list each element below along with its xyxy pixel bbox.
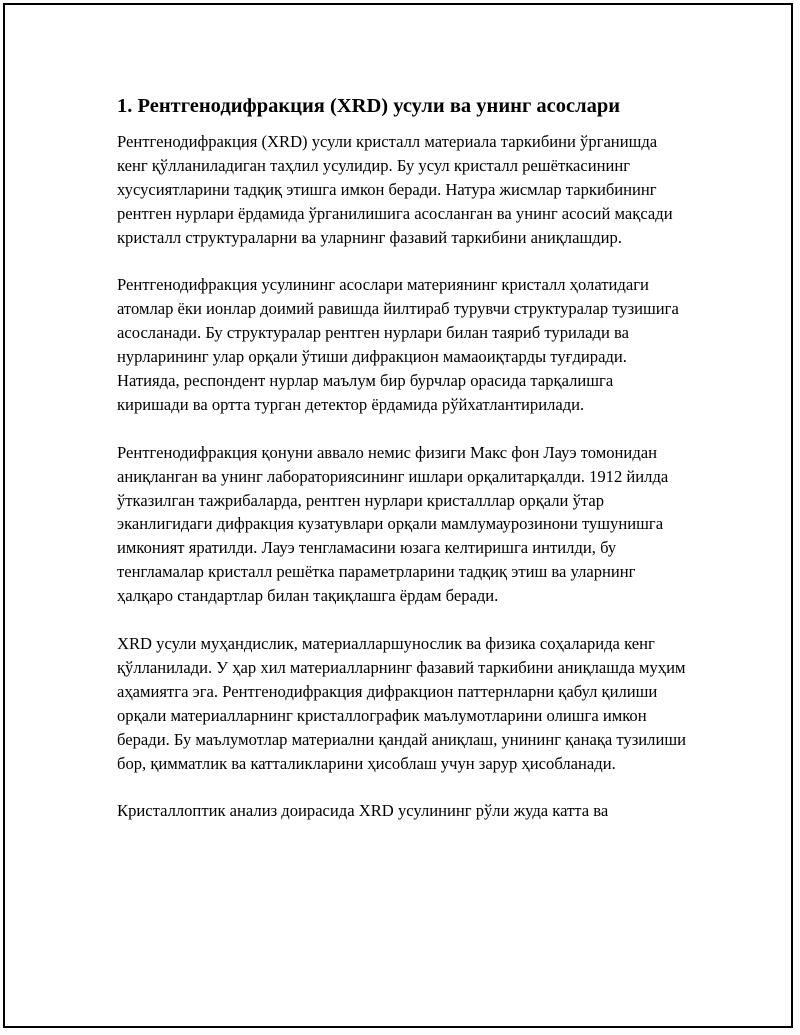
document-body bbox=[117, 92, 687, 823]
paragraph-2: Рентгенодифракция усулининг асослари материянинг кристалл ҳолатидаги атомлар ёки ионлар доимий равишда йилтираб турувчи структуралар тузишига асосланади. Бу структуралар рентген нурлари билан таяриб турилади ва нурларининг улар орқали ўтиши дифракцион мамаоиқтарды туғдиради. Натияда, респондент нурлар маълум бир бурчлар орасида тарқалишга киришади ва ортта турган детектор ёрдамида рўйхатлантирилади. bbox=[117, 275, 679, 414]
section-heading: 1. Рентгенодифракция (XRD) усули ва унинг асослари bbox=[117, 95, 621, 117]
paragraph-1: Рентгенодифракция (XRD) усули кристалл материала таркибини ўрганишда кенг қўлланиладиган таҳлил усулидир. Бу усул кристалл решёткасининг хусусиятларини тадқиқ этишга имкон беради. Натура жисмлар таркибининг рентген нурлари ёрдамида ўрганилишига асосланган ва унинг асосий мақсади кристалл структураларни ва уларнинг фазавий таркибини аниқлашдир. bbox=[117, 132, 673, 247]
paragraph-4: XRD усули муҳандислик, материалларшунослик ва физика соҳаларида кенг қўлланилади. У ҳар хил материалларнинг фазавий таркибини аниқлашда муҳим аҳамиятга эга. Рентгенодифракция дифракцион паттернларни қабул қилиши орқали материалларнинг кристаллографик маълумотларини олишга имкон беради. Бу маълумотлар материални қандай аниқлаш, унининг қанақа тузилиши бор, қимматлик ва катталикларини ҳисоблаш учун зарур ҳисобланади. bbox=[117, 633, 686, 773]
paragraph-3: Рентгенодифракция қонуни аввало немис физиги Макс фон Лауэ томонидан аниқланган ва унинг лабораториясининг ишлари орқалитарқалди. 1912 йилда ўтказилган тажрибаларда, рентген нурлари кристалллар орқали ўтар эканлигидаги дифракция кузатувлари орқали мамлумаурозинони тушунишга имконият яратилди. Лауэ тенгламасини юзага келтиришга интилди, бу тенгламалар кристалл решётка параметрларини тадқиқ этиш ва уларнинг ҳалқаро стандартлар билан тақиқлашга ёрдам беради. bbox=[117, 442, 669, 606]
paragraph-5: Кристаллоптик анализ доирасида XRD усулининг рўли жуда катта ва bbox=[117, 801, 609, 821]
